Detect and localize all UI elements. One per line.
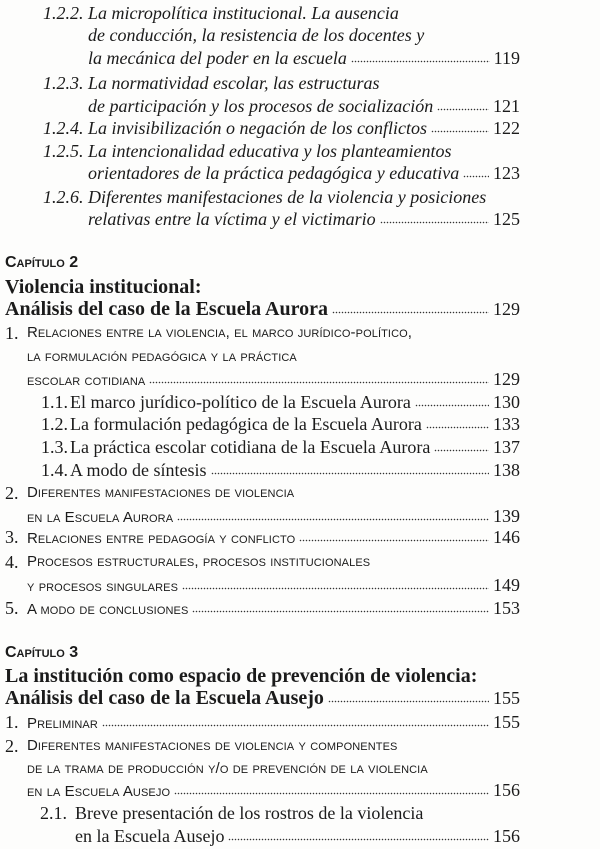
dot-leader xyxy=(228,838,489,842)
toc-entry-text: relativas entre la víctima y el victimario xyxy=(88,209,376,229)
toc-entry-text: Diferentes manifestaciones de la violencia y posiciones xyxy=(88,187,487,207)
toc-entry-line xyxy=(70,390,520,414)
page-number: 155 xyxy=(493,688,520,708)
page-number: 153 xyxy=(493,598,520,618)
toc-entry-text: La normatividad escolar, las estructuras xyxy=(88,73,380,93)
entry-number: 1.2.3. xyxy=(43,73,84,93)
toc-entry-line xyxy=(88,185,520,209)
dot-leader xyxy=(415,404,489,408)
page-number: 121 xyxy=(493,96,520,116)
toc-entry-text: Relaciones entre pedagogía y conflicto xyxy=(27,530,296,547)
toc-entry-text: Relaciones entre la violencia, el marco jurídico-político, xyxy=(27,324,413,341)
page-number: 156 xyxy=(493,826,520,846)
page-number: 123 xyxy=(493,163,520,183)
toc-entry-line xyxy=(27,710,520,734)
toc-entry-line xyxy=(27,321,520,345)
chapter-title-text: La institución como espacio de prevención de violencia: xyxy=(5,665,478,687)
toc-entry-text: La práctica escolar cotidiana de la Escuela Aurora xyxy=(70,437,431,457)
page-number: 155 xyxy=(493,712,520,732)
entry-number: 1.2. xyxy=(41,414,68,434)
toc-entry-line xyxy=(27,367,520,391)
toc-entry-text: y procesos singulares xyxy=(27,578,179,595)
entry-number: 1.4. xyxy=(41,460,68,480)
toc-entry-text: Diferentes manifestaciones de violencia xyxy=(27,484,295,501)
entry-number: 4. xyxy=(5,552,19,572)
dot-leader xyxy=(211,472,489,476)
entry-number: 2. xyxy=(5,736,19,756)
toc-entry-text: escolar cotidiana xyxy=(27,372,146,389)
dot-leader xyxy=(463,175,489,179)
chapter-title-line xyxy=(5,664,520,688)
toc-entry-line xyxy=(70,458,520,482)
toc-entry-line xyxy=(27,481,520,505)
dot-leader xyxy=(437,108,489,112)
toc-entry-text: Preliminar xyxy=(27,715,98,732)
page-number: 129 xyxy=(493,369,520,389)
page-number: 146 xyxy=(493,527,520,547)
entry-number: 1. xyxy=(5,712,19,732)
toc-entry-text: Breve presentación de los rostros de la violencia xyxy=(75,803,424,823)
toc-entry-text: La intencionalidad educativa y los planteamientos xyxy=(88,141,452,161)
toc-entry-line xyxy=(88,46,520,70)
entry-number: 1.3. xyxy=(41,437,68,457)
entry-number: 1.2.5. xyxy=(43,141,84,161)
page-number: 137 xyxy=(493,437,520,457)
chapter-label-line xyxy=(5,641,520,665)
chapter-title-line xyxy=(5,297,520,321)
toc-entry-text: La formulación pedagógica de la Escuela Aurora xyxy=(70,414,422,434)
toc-entry-line xyxy=(27,550,520,574)
toc-entry-text: A modo de síntesis xyxy=(70,460,207,480)
dot-leader xyxy=(434,449,489,453)
entry-number: 1.2.6. xyxy=(43,187,84,207)
toc-entry-line xyxy=(27,778,520,802)
page-number: 138 xyxy=(493,460,520,480)
entry-number: 2. xyxy=(5,483,19,503)
toc-entry-line xyxy=(27,734,520,758)
dot-leader xyxy=(328,700,489,704)
dot-leader xyxy=(182,587,489,591)
toc-entry-text: El marco jurídico-político de la Escuela Aurora xyxy=(70,392,411,412)
chapter-label-text: Capítulo 3 xyxy=(5,644,79,661)
entry-number: 1.1. xyxy=(41,392,68,412)
dot-leader xyxy=(149,381,489,385)
toc-entry-line xyxy=(27,596,520,620)
dot-leader xyxy=(174,792,489,796)
entry-number: 3. xyxy=(5,527,19,547)
toc-entry-line xyxy=(75,824,520,848)
toc-entry-line xyxy=(88,139,520,163)
dot-leader xyxy=(299,539,489,543)
toc-entry-line xyxy=(88,94,520,118)
entry-number: 1.2.4. xyxy=(43,118,84,138)
toc-entry-text: de la trama de producción y/o de prevención de la violencia xyxy=(27,760,428,777)
dot-leader xyxy=(102,724,489,728)
toc-entry-text: La invisibilización o negación de los conflictos xyxy=(88,118,427,138)
toc-entry-text: La micropolítica institucional. La ausencia xyxy=(88,3,399,23)
toc-entry-line xyxy=(75,801,520,825)
chapter-label-text: Capítulo 2 xyxy=(5,254,79,271)
dot-leader xyxy=(332,311,489,315)
toc-entry-text: en la Escuela Ausejo xyxy=(75,826,225,846)
dot-leader xyxy=(351,60,490,64)
toc-entry-line xyxy=(88,1,520,25)
entry-number: 1. xyxy=(5,323,19,343)
dot-leader xyxy=(426,426,489,430)
toc-entry-line xyxy=(27,525,520,549)
chapter-title-text: Violencia institucional: xyxy=(5,276,202,298)
page-number: 149 xyxy=(493,575,520,595)
toc-entry-line xyxy=(88,71,520,95)
toc-entry-line xyxy=(88,116,520,140)
toc-entry-text: Diferentes manifestaciones de violencia y componentes xyxy=(27,737,398,754)
entry-number: 1.2.2. xyxy=(43,3,84,23)
page-number: 130 xyxy=(493,392,520,412)
toc-entry-line xyxy=(70,412,520,436)
chapter-title-text: Análisis del caso de la Escuela Aurora xyxy=(5,298,328,320)
chapter-label-line xyxy=(5,251,520,275)
chapter-title-line xyxy=(5,275,520,299)
toc-entry-text: A modo de conclusiones xyxy=(27,601,189,618)
toc-entry-text: la formulación pedagógica y la práctica xyxy=(27,348,297,365)
toc-entry-line xyxy=(88,23,520,47)
toc-entry-line xyxy=(27,573,520,597)
toc-entry-text: de participación y los procesos de socialización xyxy=(88,96,434,116)
toc-entry-line xyxy=(70,435,520,459)
dot-leader xyxy=(177,518,489,522)
dot-leader xyxy=(380,221,489,225)
toc-entry-line xyxy=(88,161,520,185)
toc-entry-line xyxy=(88,207,520,231)
entry-number: 5. xyxy=(5,598,19,618)
chapter-title-line xyxy=(5,686,520,710)
toc-entry-text: de conducción, la resistencia de los docentes y xyxy=(88,25,425,45)
page-number: 156 xyxy=(493,780,520,800)
dot-leader xyxy=(431,130,489,134)
entry-number: 2.1. xyxy=(40,803,67,823)
page-number: 122 xyxy=(493,118,520,138)
dot-leader xyxy=(192,610,489,614)
page-number: 119 xyxy=(493,48,520,68)
toc-entry-line xyxy=(27,345,520,369)
page-number: 125 xyxy=(493,209,520,229)
toc-entry-text: en la Escuela Ausejo xyxy=(27,783,171,800)
toc-entry-text: en la Escuela Aurora xyxy=(27,509,174,526)
page-number: 139 xyxy=(493,506,520,526)
toc-entry-text: la mecánica del poder en la escuela xyxy=(88,48,347,68)
page-number: 129 xyxy=(493,299,520,319)
toc-entry-text: orientadores de la práctica pedagógica y educativa xyxy=(88,163,460,183)
chapter-title-text: Análisis del caso de la Escuela Ausejo xyxy=(5,687,324,709)
toc-entry-text: Procesos estructurales, procesos institucionales xyxy=(27,553,371,570)
page-number: 133 xyxy=(493,414,520,434)
